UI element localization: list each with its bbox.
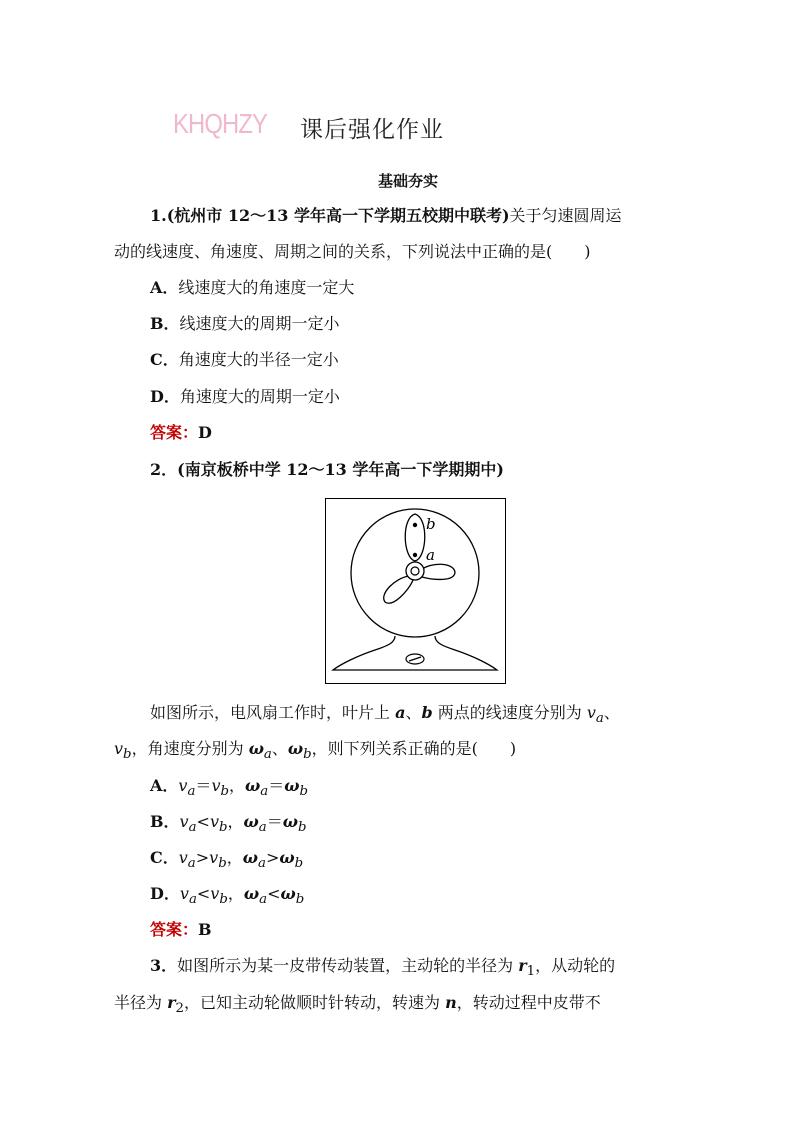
q2-answer xyxy=(150,920,212,940)
q2-header xyxy=(150,460,504,480)
q3-stem-line1: 3．如图所示为某一皮带传动装置，主动轮的半径为 $r_1$，从动轮的 xyxy=(150,956,616,980)
electric-fan-figure xyxy=(325,498,506,684)
q1-option-d: D．角速度大的周期一定小 xyxy=(150,387,340,406)
q2-option-c: C．$v_a>v_b$，$\omega_a>\omega_b$ xyxy=(150,848,304,872)
brand-logo-text: KHQHZY xyxy=(173,108,268,139)
section-title: 基础夯实 xyxy=(378,172,439,190)
q2-stem-line2: $v_b$，角速度分别为 $\omega_a$、$\omega_b$，则下列关系正确的是( ) xyxy=(114,739,517,763)
q1-option-a: A．线速度大的角速度一定大 xyxy=(150,278,355,297)
q1-stem-a: 关于匀速圆周运 xyxy=(509,206,622,225)
q1-answer-value: D xyxy=(198,423,212,442)
answer-label: 答案： xyxy=(150,423,199,442)
label-b: b xyxy=(426,515,436,533)
q1-option-b: B．线速度大的周期一定小 xyxy=(150,314,340,333)
q2-number: 2． xyxy=(150,460,178,479)
q1-answer xyxy=(150,423,212,443)
fan-blade-right xyxy=(421,564,455,579)
q1-source: (杭州市 12～13 学年高一下学期五校期中联考) xyxy=(166,206,510,225)
q2-stem-line1: 如图所示，电风扇工作时，叶片上 a、b 两点的线速度分别为 $v_a$、 xyxy=(150,703,620,727)
q2-option-d: D．$v_a<v_b$，$\omega_a<\omega_b$ xyxy=(150,884,305,908)
q1-number: 1. xyxy=(150,206,167,225)
q3-number: 3． xyxy=(150,956,178,975)
point-a xyxy=(413,553,417,557)
answer-label: 答案： xyxy=(150,920,199,939)
label-a: a xyxy=(426,546,435,564)
q2-source: (南京板桥中学 12～13 学年高一下学期期中) xyxy=(177,460,504,479)
q1-option-c: C．角速度大的半径一定小 xyxy=(150,350,339,369)
q1-stem-line1 xyxy=(150,206,622,226)
q1-stem-line2: 动的线速度、角速度、周期之间的关系，下列说法中正确的是( ) xyxy=(114,242,591,261)
q3-stem-line2: 半径为 $r_2$，已知主动轮做顺时针转动，转速为 n，转动过程中皮带不 xyxy=(114,993,601,1017)
point-b xyxy=(413,523,417,527)
q2-answer-value: B xyxy=(198,920,212,939)
q2-option-b: B．$v_a<v_b$，$\omega_a=\omega_b$ xyxy=(150,812,307,836)
q2-option-a: A．$v_a=v_b$，$\omega_a=\omega_b$ xyxy=(150,776,309,800)
page-banner-title: 课后强化作业 xyxy=(300,117,444,143)
